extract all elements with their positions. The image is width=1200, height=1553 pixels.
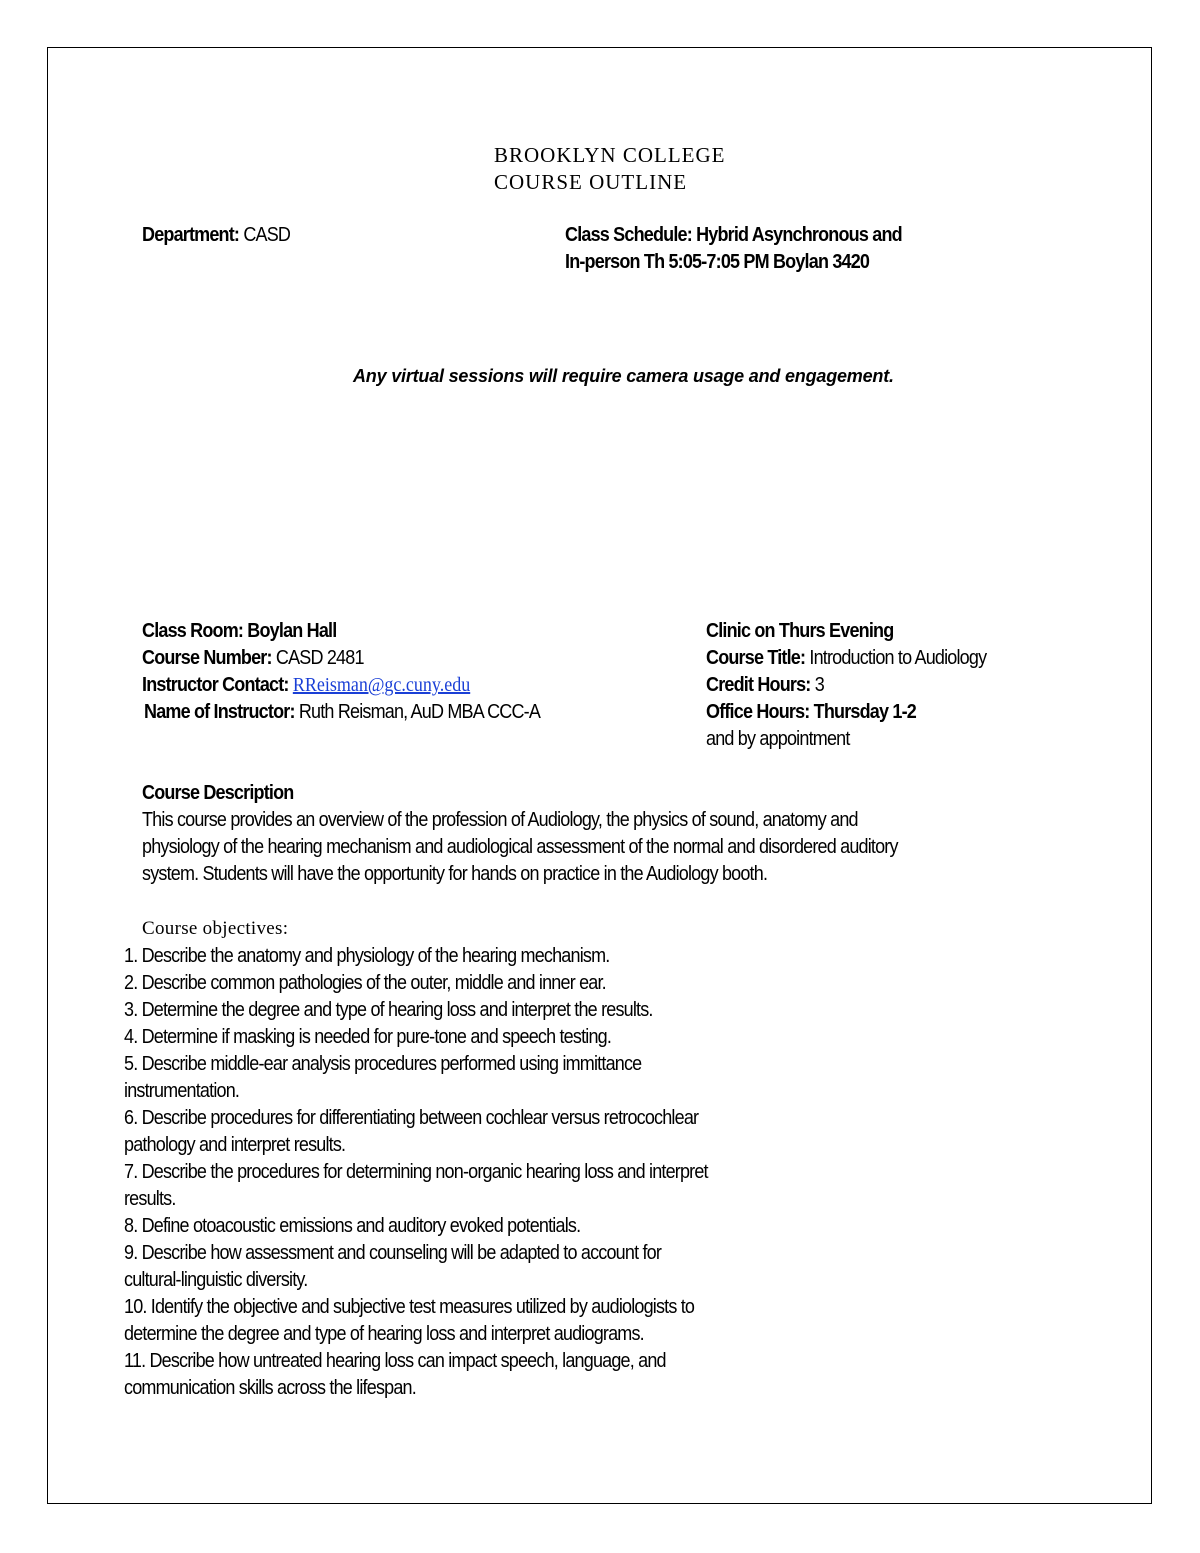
course-title-value: Introduction to Audiology: [809, 647, 987, 669]
course-description-heading: Course Description: [142, 782, 294, 804]
course-objectives-heading: Course objectives:: [142, 918, 289, 939]
objective-line: 5. Describe middle-ear analysis procedures performed using immittance: [124, 1053, 642, 1075]
course-title-label: Course Title:: [706, 647, 806, 669]
objective-line: pathology and interpret results.: [124, 1134, 346, 1156]
objective-line: 7. Describe the procedures for determining non-organic hearing loss and interpret: [124, 1161, 708, 1183]
credit-hours-row: [706, 674, 824, 697]
objective-line: 11. Describe how untreated hearing loss can impact speech, language, and: [124, 1350, 666, 1372]
objective-line: 6. Describe procedures for differentiating between cochlear versus retrocochlear: [124, 1107, 699, 1129]
course-number-label: Course Number:: [142, 647, 272, 669]
objective-line: 2. Describe common pathologies of the outer, middle and inner ear.: [124, 972, 606, 994]
credit-hours-label: Credit Hours:: [706, 674, 811, 696]
instructor-email-link[interactable]: RReisman@gc.cuny.edu: [292, 674, 471, 696]
class-schedule-line1: Class Schedule: Hybrid Asynchronous and: [565, 224, 902, 246]
clinic-info: Clinic on Thurs Evening: [706, 620, 894, 642]
course-description-line: This course provides an overview of the profession of Audiology, the physics of sound, anatomy and: [142, 809, 858, 831]
course-number-value: CASD 2481: [275, 647, 364, 669]
objective-line: 8. Define otoacoustic emissions and auditory evoked potentials.: [124, 1215, 581, 1237]
virtual-session-notice: Any virtual sessions will require camera usage and engagement.: [353, 366, 894, 386]
objective-line: cultural-linguistic diversity.: [124, 1269, 308, 1291]
course-description-line: system. Students will have the opportunity for hands on practice in the Audiology booth.: [142, 863, 768, 885]
course-title-row: [706, 647, 986, 670]
class-room: Class Room: Boylan Hall: [142, 620, 337, 642]
instructor-name-value: Ruth Reisman, AuD MBA CCC-A: [298, 701, 541, 723]
objective-line: communication skills across the lifespan.: [124, 1377, 416, 1399]
office-hours: Office Hours: Thursday 1-2: [706, 701, 916, 723]
instructor-contact-label: Instructor Contact:: [142, 674, 289, 696]
institution-name: BROOKLYN COLLEGE: [494, 143, 726, 167]
objective-line: 3. Determine the degree and type of hearing loss and interpret the results.: [124, 999, 653, 1021]
objective-line: results.: [124, 1188, 176, 1210]
department-value: CASD: [243, 224, 291, 246]
department-label: Department:: [142, 224, 240, 246]
objectives-list: [124, 943, 773, 1402]
instructor-name-row: [144, 701, 540, 724]
credit-hours-value: 3: [814, 674, 824, 696]
office-hours-extra: and by appointment: [706, 728, 850, 750]
objective-line: instrumentation.: [124, 1080, 240, 1102]
course-description-line: physiology of the hearing mechanism and audiological assessment of the normal and disordered auditory: [142, 836, 898, 858]
instructor-contact-row: [142, 674, 470, 697]
objective-line: determine the degree and type of hearing loss and interpret audiograms.: [124, 1323, 644, 1345]
document-title: COURSE OUTLINE: [494, 170, 688, 194]
instructor-name-label: Name of Instructor:: [144, 701, 295, 723]
department-row: [142, 224, 290, 247]
objective-line: 10. Identify the objective and subjective test measures utilized by audiologists to: [124, 1296, 695, 1318]
course-number-row: [142, 647, 364, 670]
objective-line: 9. Describe how assessment and counseling will be adapted to account for: [124, 1242, 662, 1264]
objective-line: 1. Describe the anatomy and physiology of the hearing mechanism.: [124, 945, 610, 967]
objective-line: 4. Determine if masking is needed for pure-tone and speech testing.: [124, 1026, 612, 1048]
class-schedule-line2: In-person Th 5:05-7:05 PM Boylan 3420: [565, 251, 870, 273]
